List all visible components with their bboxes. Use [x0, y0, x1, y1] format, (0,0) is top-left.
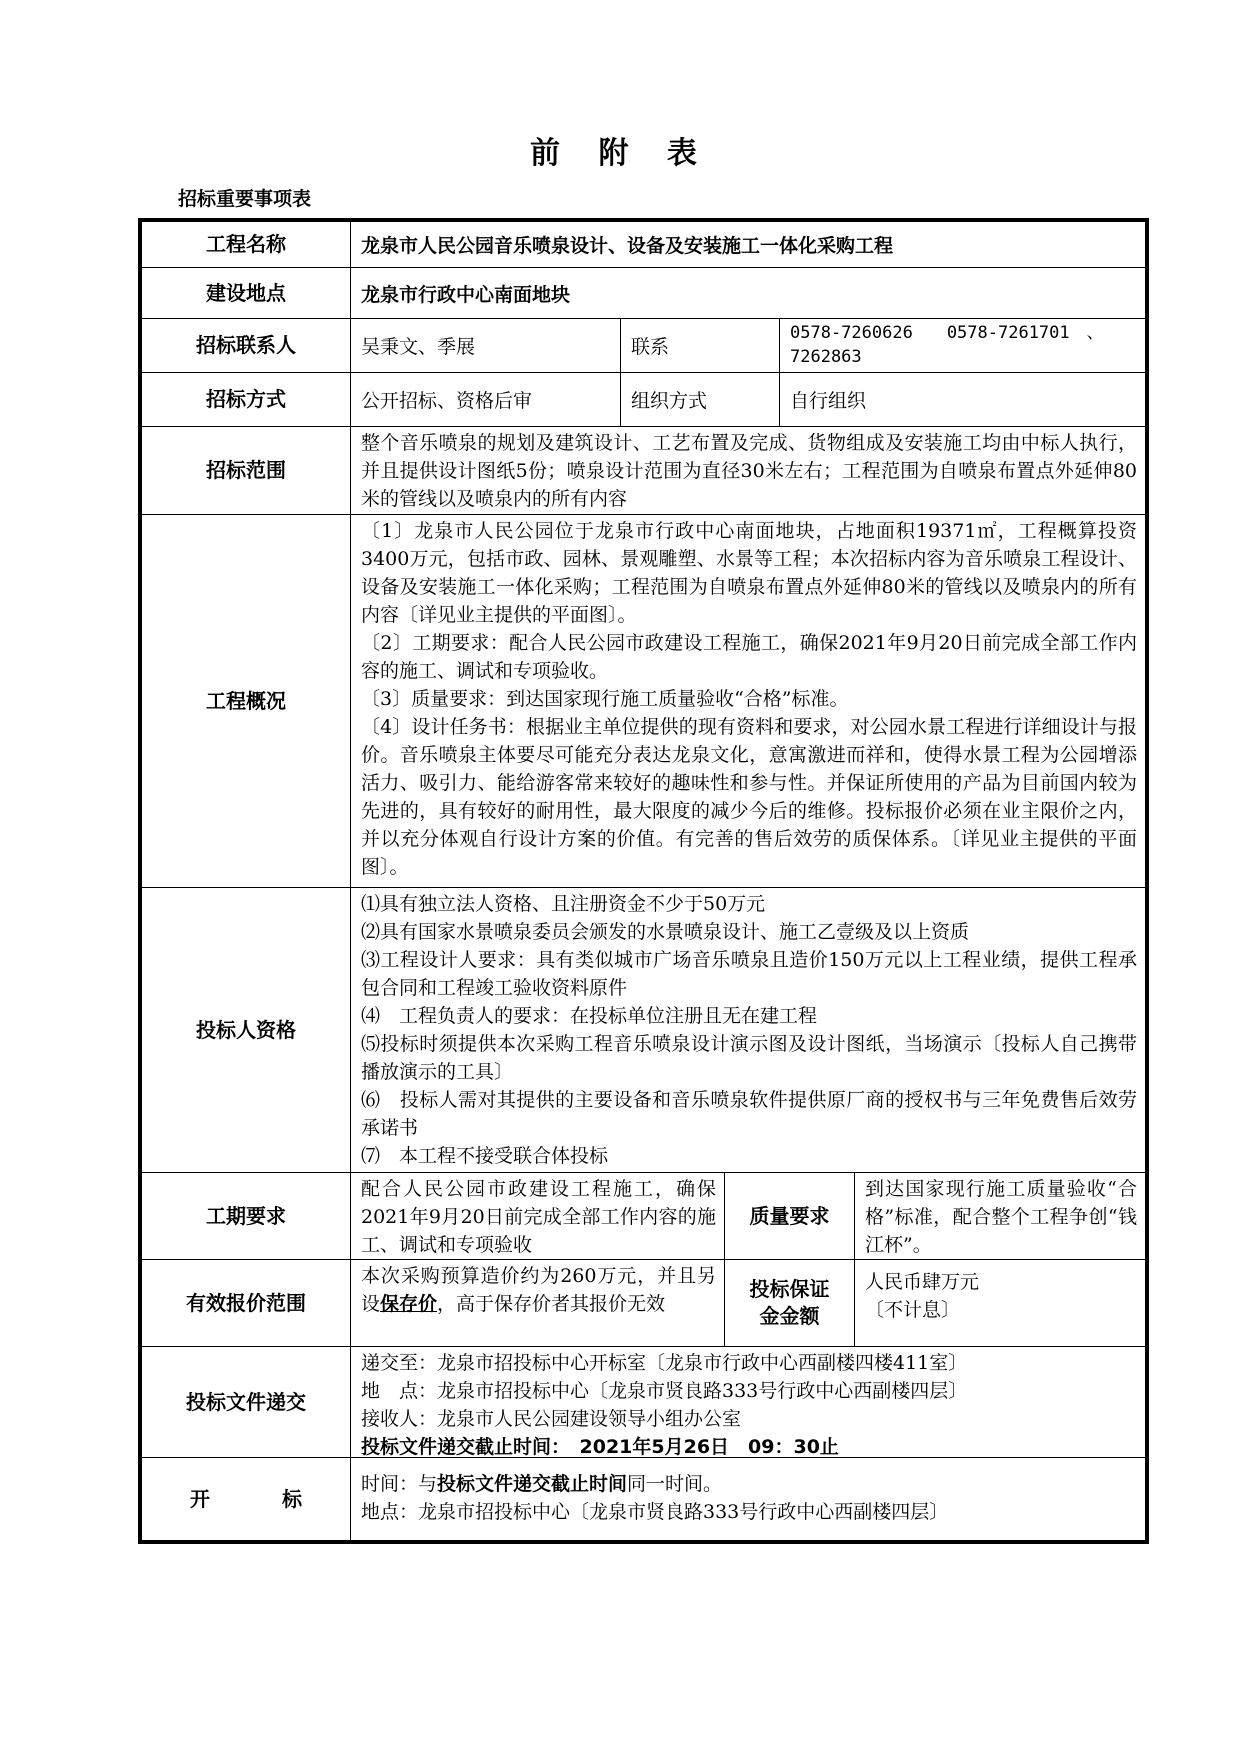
price-range-value: 本次采购预算造价约为260万元，并且另设保存价，高于保存价者其报价无效 — [361, 1265, 716, 1315]
qualification-item: ⑷ 工程负责人的要求：在投标单位注册且无在建工程 — [361, 1005, 818, 1027]
org-label: 组织方式 — [631, 389, 708, 412]
submission-place: 地 点：龙泉市招投标中心〔龙泉市贤良路333号行政中心西副楼四层〕 — [361, 1380, 968, 1402]
location-label: 建设地点 — [206, 280, 286, 305]
submission-receiver: 接收人：龙泉市人民公园建设领导小组办公室 — [361, 1408, 742, 1430]
project-name-value: 龙泉市人民公园音乐喷泉设计、设备及安装施工一体化采购工程 — [361, 235, 894, 257]
overview-paragraph-2: 〔2〕工期要求：配合人民公园市政建设工程施工，确保2021年9月20日前完成全部工作内容的施工、调试和专项验收。 — [361, 632, 1137, 682]
bond-note: 〔不计息〕 — [865, 1299, 961, 1321]
scope-label: 招标范围 — [206, 458, 286, 482]
location-value: 龙泉市行政中心南面地块 — [361, 283, 571, 306]
method-label: 招标方式 — [206, 387, 286, 411]
overview-paragraph-1: 〔1〕龙泉市人民公园位于龙泉市行政中心南面地块，占地面积19371㎡，工程概算投资3400万元，包括市政、园林、景观雕塑、水景等工程；本次招标内容为音乐喷泉工程设计、设备及安装施工一体化采购；工程范围为自喷泉布置点外延伸80米的管线以及喷泉内的所有内容〔详见业主提供的平面图〕。 — [361, 520, 1137, 626]
scope-value: 整个音乐喷泉的规划及建筑设计、工艺布置及完成、货物组成及安装施工均由中标人执行，并且提供设计图纸5份；喷泉设计范围为直径30米左右；工程范围为自喷泉布置点外延伸80米的管线以及喷泉内的所有内容 — [361, 432, 1137, 510]
price-range-label: 有效报价范围 — [186, 1290, 306, 1315]
overview-paragraph-4: 〔4〕设计任务书：根据业主单位提供的现有资料和要求，对公园水景工程进行详细设计与报价。音乐喷泉主体要尽可能充分表达龙泉文化，意寓激进而祥和，使得水景工程为公园增添活力、吸引力、能给游客常来较好的趣味性和参与性。并保证所使用的产品为目前国内较为先进的，具有较好的耐用性，最大限度的减少今后的维修。投标报价必须在业主限价之内，并以充分体观自行设计方案的价值。有完善的售后效劳的质保体系。〔详见业主提供的平面图〕。 — [361, 716, 1137, 878]
org-value: 自行组织 — [790, 389, 867, 412]
qualification-item: ⑺ 本工程不接受联合体投标 — [361, 1145, 609, 1167]
qualification-label: 投标人资格 — [196, 1017, 296, 1042]
table-caption: 招标重要事项表 — [178, 188, 312, 210]
contact-label: 招标联系人 — [196, 333, 296, 357]
qualification-item: ⑸投标时须提供本次采购工程音乐喷泉设计演示图及设计图纸，当场演示〔投标人自己携带播放演示的工具〕 — [361, 1033, 1137, 1083]
phone-label: 联系 — [631, 335, 670, 358]
submission-deadline: 投标文件递交截止时间： 2021年5月26日 09：30止 — [361, 1436, 839, 1457]
opening-time: 时间：与投标文件递交截止时间同一时间。 — [361, 1473, 723, 1495]
overview-paragraph-3: 〔3〕质量要求：到达国家现行施工质量验收“合格”标准。 — [361, 688, 849, 710]
contact-value: 吴秉文、季展 — [361, 335, 476, 358]
qualification-item: ⑴具有独立法人资格、且注册资金不少于50万元 — [361, 893, 766, 915]
phone-line-2: 7262863 — [790, 347, 862, 367]
project-name-label: 工程名称 — [206, 232, 286, 256]
qualification-item: ⑵具有国家水景喷泉委员会颁发的水景喷泉设计、施工乙壹级及以上资质 — [361, 921, 970, 943]
bond-label: 投标保证 金金额 — [749, 1277, 830, 1328]
phone-line-1: 0578-7260626 0578-7261701 、 — [790, 323, 1104, 343]
bid-info-table — [138, 218, 1149, 1544]
bond-amount: 人民币肆万元 — [865, 1271, 980, 1293]
reserve-price-term: 保存价 — [380, 1293, 438, 1315]
overview-label: 工程概况 — [206, 688, 286, 713]
opening-label: 开 标 — [190, 1486, 302, 1511]
opening-place: 地点：龙泉市招投标中心〔龙泉市贤良路333号行政中心西副楼四层〕 — [361, 1501, 949, 1523]
method-value: 公开招标、资格后审 — [361, 389, 533, 412]
quality-label: 质量要求 — [749, 1203, 830, 1228]
schedule-value: 配合人民公园市政建设工程施工，确保2021年9月20日前完成全部工作内容的施工、调试和专项验收 — [361, 1178, 716, 1256]
quality-value: 到达国家现行施工质量验收“合格”标准，配合整个工程争创“钱江杯”。 — [865, 1178, 1137, 1256]
submission-label: 投标文件递交 — [186, 1389, 306, 1414]
page-title: 前 附 表 — [530, 136, 711, 171]
submission-address: 递交至：龙泉市招投标中心开标室〔龙泉市行政中心西副楼四楼411室〕 — [361, 1352, 968, 1374]
qualification-item: ⑹ 投标人需对其提供的主要设备和音乐喷泉软件提供原厂商的授权书与三年免费售后效劳承诺书 — [361, 1089, 1137, 1139]
qualification-item: ⑶工程设计人要求：具有类似城市广场音乐喷泉且造价150万元以上工程业绩，提供工程承包合同和工程竣工验收资料原件 — [361, 949, 1137, 999]
schedule-label: 工期要求 — [206, 1203, 286, 1228]
